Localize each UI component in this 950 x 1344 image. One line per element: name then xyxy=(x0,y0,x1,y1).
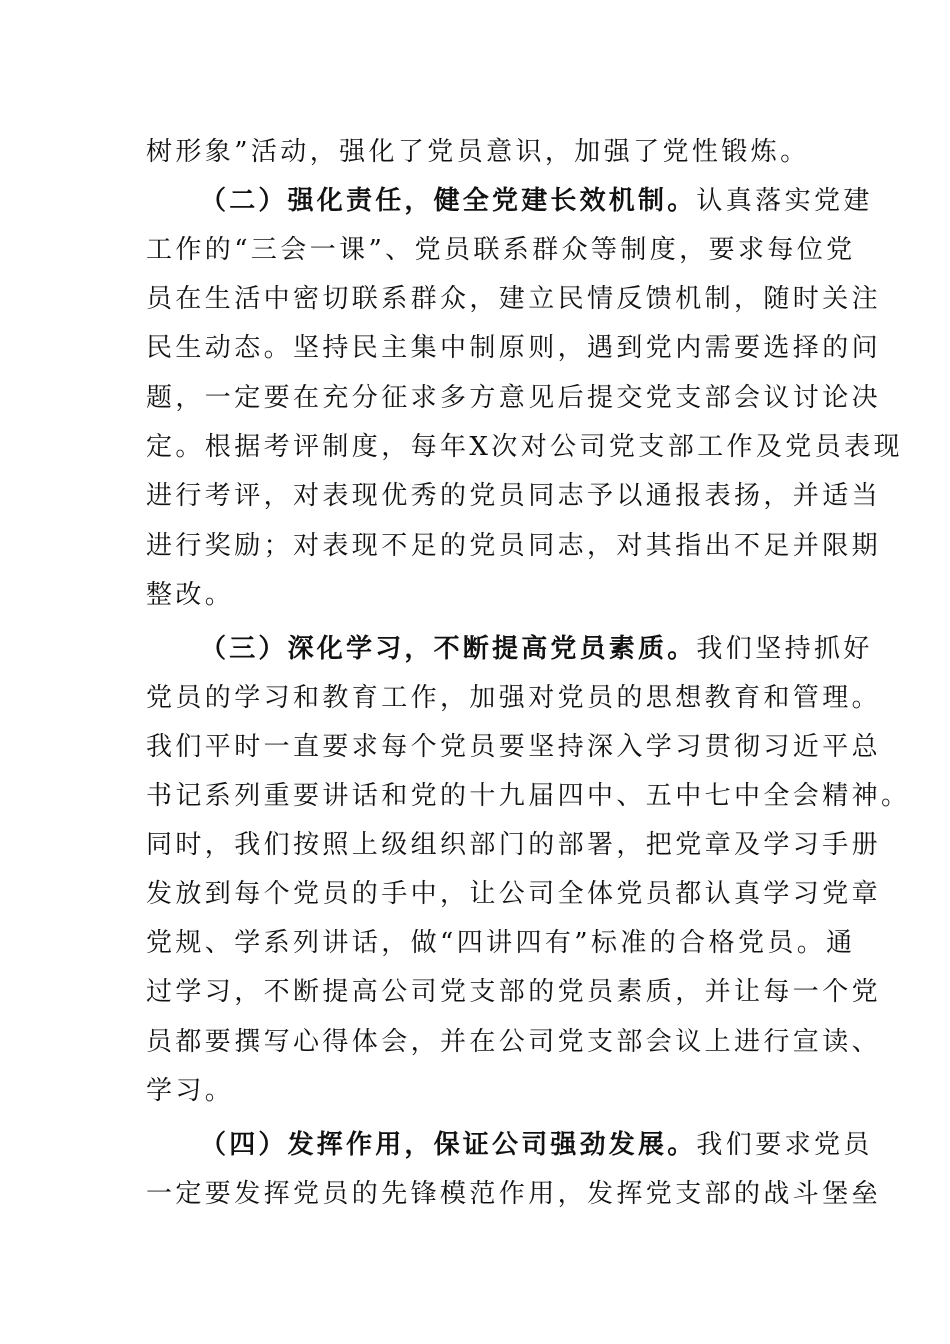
body-line xyxy=(146,381,882,415)
line-text: 我们要求党员 xyxy=(696,1130,873,1160)
section-heading-line xyxy=(200,184,873,218)
body-line xyxy=(146,529,882,563)
section-heading-line xyxy=(200,632,873,666)
body-line xyxy=(146,331,882,365)
line-text: 进行考评，对表现优秀的党员同志予以通报表扬，并适当 xyxy=(146,481,882,511)
body-line xyxy=(146,681,882,715)
line-text: 认真落实党建 xyxy=(696,186,873,216)
body-line xyxy=(146,730,882,764)
line-text: 发放到每个党员的手中，让公司全体党员都认真学习党章 xyxy=(146,879,882,909)
line-text: 整改。 xyxy=(146,580,235,610)
section-heading: （二）强化责任，健全党建长效机制。 xyxy=(200,186,697,216)
line-text: 过学习，不断提高公司党支部的党员素质，并让每一个党 xyxy=(146,977,882,1007)
line-text: 进行奖励；对表现不足的党员同志，对其指出不足并限期 xyxy=(146,531,882,561)
line-text: 党员的学习和教育工作，加强对党员的思想教育和管理。 xyxy=(146,683,882,713)
body-line xyxy=(146,828,882,862)
line-text: 题，一定要在充分征求多方意见后提交党支部会议讨论决 xyxy=(146,383,882,413)
line-text: 员在生活中密切联系群众，建立民情反馈机制，随时关注 xyxy=(146,284,882,314)
line-text: 工作的“三会一课”、党员联系群众等制度，要求每位党 xyxy=(146,235,856,265)
line-text: 定。根据考评制度，每年X次对公司党支部工作及党员表现 xyxy=(146,432,903,462)
body-line xyxy=(146,135,826,169)
line-text: 树形象”活动，强化了党员意识，加强了党性锻炼。 xyxy=(146,137,810,167)
body-line xyxy=(146,282,882,316)
section-heading: （四）发挥作用，保证公司强劲发展。 xyxy=(200,1130,697,1160)
line-text: 书记系列重要讲话和党的十九届四中、五中七中全会精神。 xyxy=(146,781,911,811)
body-line xyxy=(146,578,826,612)
body-line xyxy=(146,975,882,1009)
line-text: 我们坚持抓好 xyxy=(696,634,873,664)
body-line xyxy=(146,1074,826,1108)
body-line xyxy=(146,1025,882,1059)
line-text: 学习。 xyxy=(146,1076,235,1106)
body-line xyxy=(146,479,882,513)
line-text: 一定要发挥党员的先锋模范作用，发挥党支部的战斗堡垒 xyxy=(146,1179,882,1209)
body-line xyxy=(146,233,856,267)
section-heading-line xyxy=(200,1128,873,1162)
line-text: 我们平时一直要求每个党员要坚持深入学习贯彻习近平总 xyxy=(146,732,882,762)
line-text: 民生动态。坚持民主集中制原则，遇到党内需要选择的问 xyxy=(146,333,882,363)
body-line xyxy=(146,779,911,813)
body-line xyxy=(146,877,882,911)
section-heading: （三）深化学习，不断提高党员素质。 xyxy=(200,634,697,664)
body-line xyxy=(146,430,903,464)
line-text: 员都要撰写心得体会，并在公司党支部会议上进行宣读、 xyxy=(146,1027,882,1057)
line-text: 同时，我们按照上级组织部门的部署，把党章及学习手册 xyxy=(146,830,882,860)
line-text: 党规、学系列讲话，做“四讲四有”标准的合格党员。通 xyxy=(146,928,856,958)
body-line xyxy=(146,1177,882,1211)
body-line xyxy=(146,926,856,960)
